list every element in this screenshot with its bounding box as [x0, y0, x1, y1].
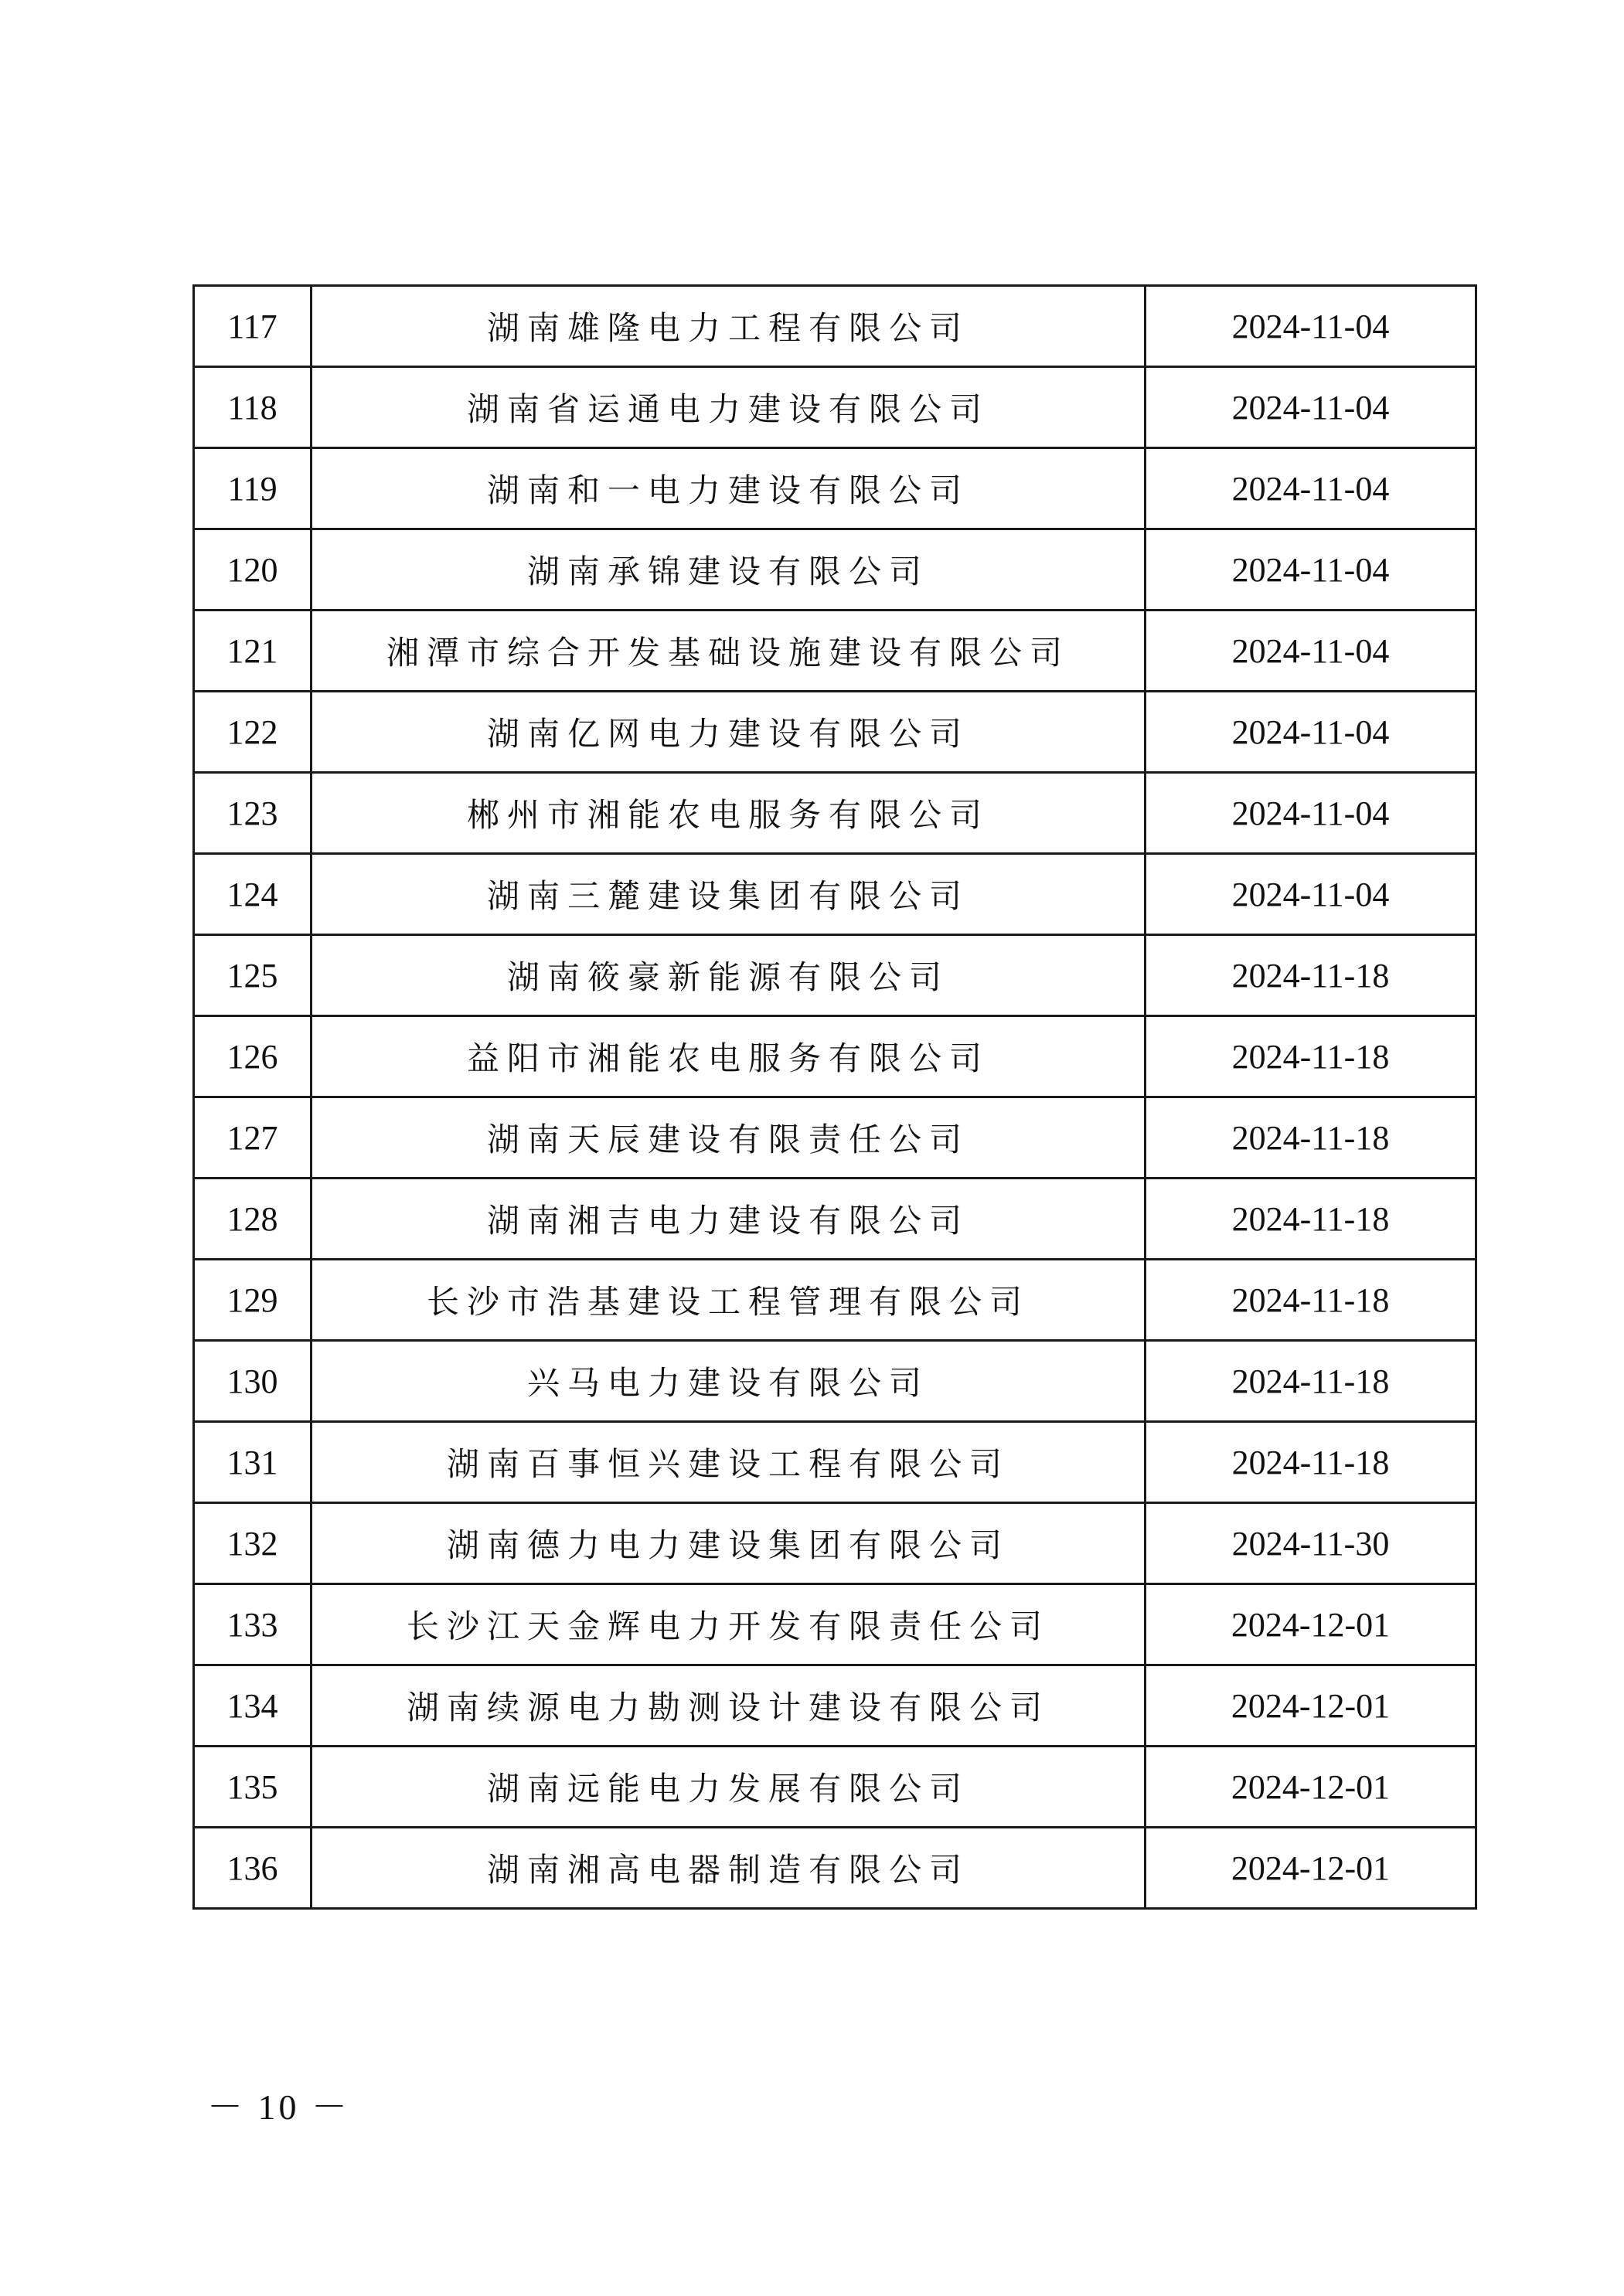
company-name-cell: 益阳市湘能农电服务有限公司: [312, 1016, 1146, 1097]
company-name-cell: 湖南和一电力建设有限公司: [312, 448, 1146, 529]
date-cell: 2024-11-18: [1146, 1260, 1476, 1341]
company-name-cell: 湖南续源电力勘测设计建设有限公司: [312, 1665, 1146, 1747]
company-name-cell: 长沙市浩基建设工程管理有限公司: [312, 1260, 1146, 1341]
table-row: [194, 286, 1476, 367]
date-cell: 2024-11-04: [1146, 611, 1476, 692]
date-cell: 2024-11-04: [1146, 367, 1476, 448]
date-cell: 2024-11-18: [1146, 1097, 1476, 1179]
table-row: [194, 611, 1476, 692]
company-name-cell: 长沙江天金辉电力开发有限责任公司: [312, 1584, 1146, 1665]
date-cell: 2024-12-01: [1146, 1665, 1476, 1747]
company-name-cell: 湖南省运通电力建设有限公司: [312, 367, 1146, 448]
date-cell: 2024-12-01: [1146, 1584, 1476, 1665]
table-row: [194, 1747, 1476, 1828]
row-number-cell: 129: [194, 1260, 312, 1341]
row-number-cell: 128: [194, 1179, 312, 1260]
row-number-cell: 125: [194, 935, 312, 1016]
company-name-cell: 湖南湘高电器制造有限公司: [312, 1828, 1146, 1909]
table-row: [194, 448, 1476, 529]
row-number-cell: 132: [194, 1503, 312, 1584]
date-cell: 2024-11-04: [1146, 773, 1476, 854]
company-name-cell: 湘潭市综合开发基础设施建设有限公司: [312, 611, 1146, 692]
row-number-cell: 135: [194, 1747, 312, 1828]
table-row: [194, 1097, 1476, 1179]
date-cell: 2024-11-04: [1146, 286, 1476, 367]
company-name-cell: 郴州市湘能农电服务有限公司: [312, 773, 1146, 854]
date-cell: 2024-12-01: [1146, 1828, 1476, 1909]
row-number-cell: 131: [194, 1422, 312, 1503]
company-name-cell: 湖南德力电力建设集团有限公司: [312, 1503, 1146, 1584]
row-number-cell: 121: [194, 611, 312, 692]
table-row: [194, 935, 1476, 1016]
row-number-cell: 136: [194, 1828, 312, 1909]
date-cell: 2024-11-30: [1146, 1503, 1476, 1584]
table-row: [194, 854, 1476, 935]
registry-table-body: [194, 286, 1476, 1909]
table-row: [194, 1422, 1476, 1503]
date-cell: 2024-11-18: [1146, 1341, 1476, 1422]
row-number-cell: 123: [194, 773, 312, 854]
company-name-cell: 湖南百事恒兴建设工程有限公司: [312, 1422, 1146, 1503]
date-cell: 2024-12-01: [1146, 1747, 1476, 1828]
row-number-cell: 117: [194, 286, 312, 367]
row-number-cell: 124: [194, 854, 312, 935]
company-name-cell: 湖南湘吉电力建设有限公司: [312, 1179, 1146, 1260]
row-number-cell: 133: [194, 1584, 312, 1665]
company-registry-table: [192, 284, 1477, 1910]
date-cell: 2024-11-04: [1146, 529, 1476, 611]
row-number-cell: 130: [194, 1341, 312, 1422]
date-cell: 2024-11-04: [1146, 448, 1476, 529]
table-row: [194, 1503, 1476, 1584]
table-row: [194, 1665, 1476, 1747]
date-cell: 2024-11-04: [1146, 854, 1476, 935]
company-name-cell: 湖南天辰建设有限责任公司: [312, 1097, 1146, 1179]
company-name-cell: 湖南三麓建设集团有限公司: [312, 854, 1146, 935]
date-cell: 2024-11-18: [1146, 1016, 1476, 1097]
row-number-cell: 122: [194, 692, 312, 773]
table-row: [194, 1341, 1476, 1422]
row-number-cell: 127: [194, 1097, 312, 1179]
table-row: [194, 1828, 1476, 1909]
table-row: [194, 367, 1476, 448]
table-row: [194, 692, 1476, 773]
row-number-cell: 118: [194, 367, 312, 448]
page-number: － 10 －: [207, 2087, 350, 2127]
company-name-cell: 湖南雄隆电力工程有限公司: [312, 286, 1146, 367]
table-row: [194, 1584, 1476, 1665]
row-number-cell: 134: [194, 1665, 312, 1747]
row-number-cell: 126: [194, 1016, 312, 1097]
table-row: [194, 1016, 1476, 1097]
company-name-cell: 湖南承锦建设有限公司: [312, 529, 1146, 611]
company-name-cell: 兴马电力建设有限公司: [312, 1341, 1146, 1422]
table-row: [194, 529, 1476, 611]
table-row: [194, 1260, 1476, 1341]
date-cell: 2024-11-18: [1146, 1422, 1476, 1503]
company-name-cell: 湖南筱豪新能源有限公司: [312, 935, 1146, 1016]
row-number-cell: 120: [194, 529, 312, 611]
company-name-cell: 湖南亿网电力建设有限公司: [312, 692, 1146, 773]
date-cell: 2024-11-18: [1146, 1179, 1476, 1260]
date-cell: 2024-11-18: [1146, 935, 1476, 1016]
date-cell: 2024-11-04: [1146, 692, 1476, 773]
company-name-cell: 湖南远能电力发展有限公司: [312, 1747, 1146, 1828]
table-row: [194, 1179, 1476, 1260]
table-row: [194, 773, 1476, 854]
row-number-cell: 119: [194, 448, 312, 529]
